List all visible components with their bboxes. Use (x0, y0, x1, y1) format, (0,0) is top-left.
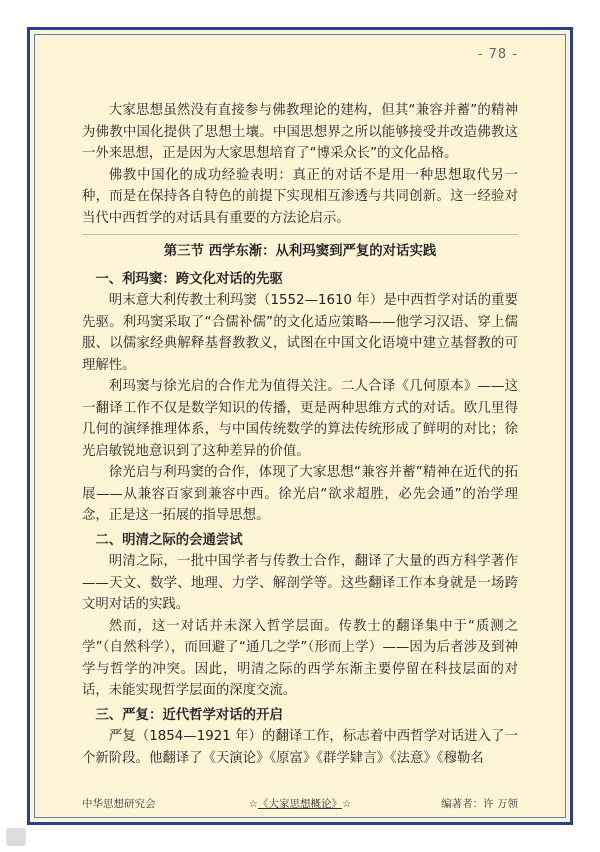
paragraph: 明清之际，一批中国学者与传教士合作，翻译了大量的西方科学著作——天文、数学、地理、力学、解剖学等。这些翻译工作本身就是一场跨文明对话的实践。 (82, 554, 518, 612)
page-number: - 78 - (477, 47, 518, 62)
paragraph: 明末意大利传教士利玛窦（1552—1610 年）是中西哲学对话的重要先驱。利玛窦采取了“合儒补儒”的文化适应策略——他学习汉语、穿上儒服、以儒家经典解释基督教教义，试图在中国文化语境中建立基督教的可理解性。 (82, 293, 518, 373)
paragraph: 利玛窦与徐光启的合作尤为值得关注。二人合译《几何原本》——这一翻译工作不仅是数学知识的传播，更是两种思维方式的对话。欧几里得几何的演绎推理体系，与中国传统数学的算法传统形成了鲜明的对比；徐光启敏锐地意识到了这种差异的价值。 (82, 379, 518, 459)
footer-author: 编著者：许 万领 (441, 798, 518, 810)
page-footer (82, 796, 518, 814)
section-title: 第三节 西学东渐：从利玛窦到严复的对话实践 (163, 244, 437, 259)
corner-thumbnail (6, 828, 26, 846)
book-title: 《大家思想概论》 (258, 798, 342, 810)
paragraph: 严复（1854—1921 年）的翻译工作，标志着中西哲学对话进入了一个新阶段。他翻译了《天演论》《原富》《群学肄言》《法意》《穆勒名 (82, 729, 518, 766)
page-content (82, 100, 518, 769)
paragraph: 大家思想虽然没有直接参与佛教理论的建构，但其“兼容并蓄”的精神为佛教中国化提供了思想土壤。中国思想界之所以能够接受并改造佛教这一外来思想，正是因为大家思想培育了“博采众长”的文化品格。 (82, 103, 518, 161)
subsection-heading: 一、利玛窦：跨文化对话的先驱 (95, 271, 283, 287)
paragraph: 徐光启与利玛窦的合作，体现了大家思想“兼容并蓄”精神在近代的拓展——从兼容百家到兼容中西。徐光启“欲求超胜，必先会通”的治学理念，正是这一拓展的指导思想。 (82, 465, 518, 523)
paragraph: 佛教中国化的成功经验表明：真正的对话不是用一种思想取代另一种，而是在保持各自特色的前提下实现相互渗透与共同创新。这一经验对当代中西哲学的对话具有重要的方法论启示。 (82, 167, 518, 226)
footer-publisher: 中华思想研究会 (82, 798, 156, 810)
subsection-heading: 二、明清之际的会通尝试 (95, 532, 243, 548)
page-frame (27, 27, 573, 825)
subsection-heading: 三、严复：近代哲学对话的开启 (95, 707, 283, 723)
section-divider (82, 234, 518, 235)
star-icon: ☆ (248, 798, 258, 810)
paragraph: 然而，这一对话并未深入哲学层面。传教士的翻译集中于“质测之学”（自然科学），而回避了“通几之学”（形而上学）——因为后者涉及到神学与哲学的冲突。因此，明清之际的西学东渐主要停留在科技层面的对话，未能实现哲学层面的深度交流。 (82, 618, 518, 698)
star-icon: ☆ (342, 798, 352, 810)
